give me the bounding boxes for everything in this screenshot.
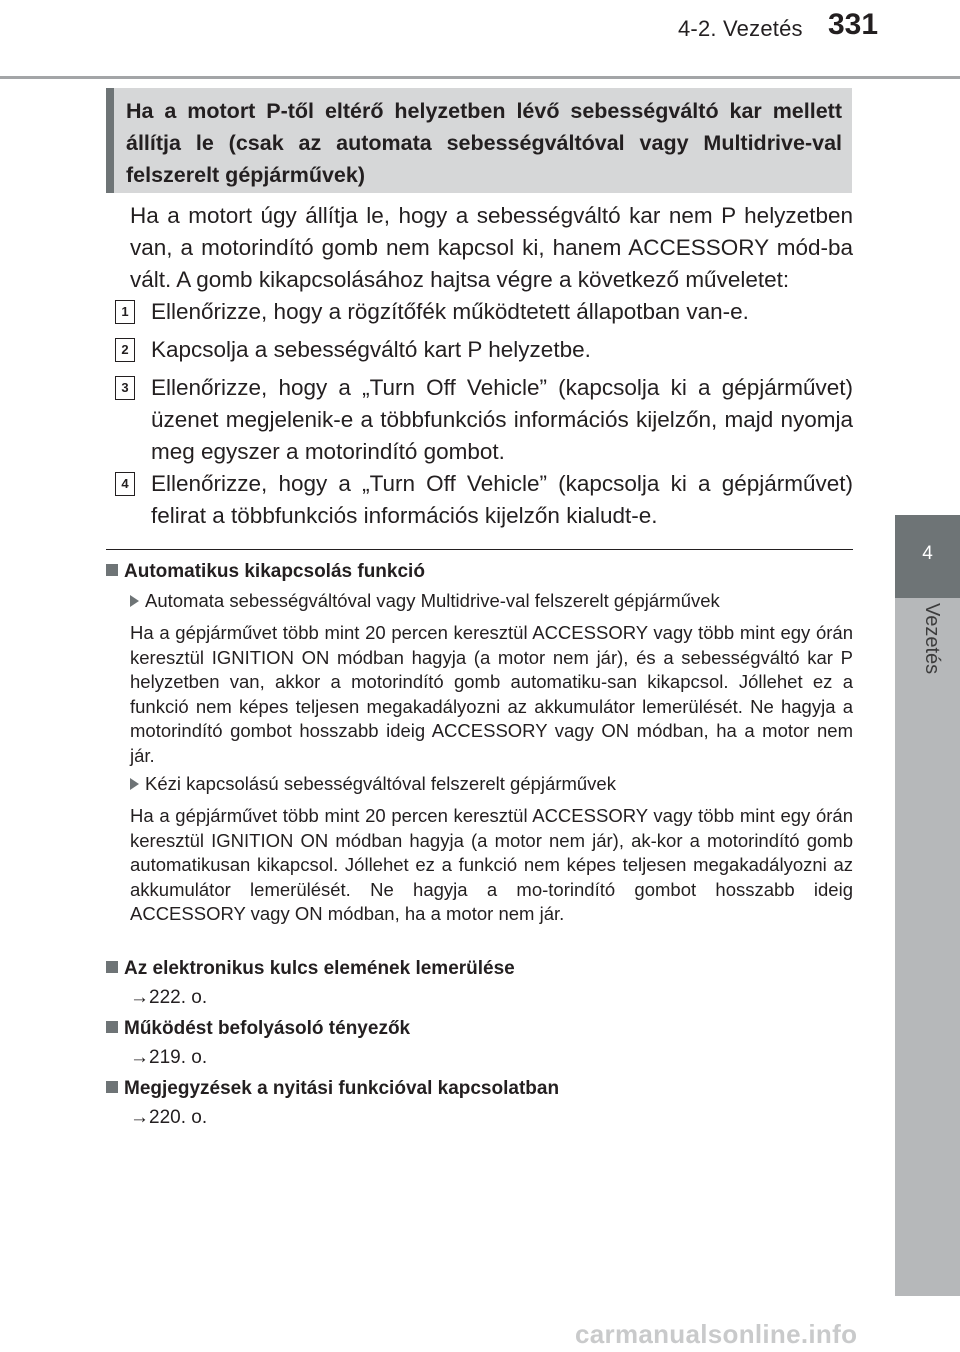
square-bullet-icon bbox=[106, 961, 118, 973]
step-3 bbox=[115, 372, 853, 468]
automatic-label bbox=[130, 590, 720, 612]
step-text: Ellenőrizze, hogy a „Turn Off Vehicle” (kapcsolja ki a gépjárművet) felirat a többfunkciós információs kijelzőn kialudt-e. bbox=[151, 471, 853, 528]
section-title: 4-2. Vezetés bbox=[678, 16, 803, 41]
notice-box: Ha a motort P-től eltérő helyzetben lévő sebességváltó kar mellett állítja le (csak az automata sebességváltóval vagy Multidrive-val felszerelt gépjárművek) bbox=[106, 88, 852, 193]
heading-text: Megjegyzések a nyitási funkcióval kapcsolatban bbox=[124, 1078, 560, 1099]
step-1 bbox=[115, 296, 853, 328]
intro-paragraph: Ha a motort úgy állítja le, hogy a sebességváltó kar nem P helyzetben van, a motorindító gomb nem kapcsol ki, hanem ACCESSORY mód-ba vált. A gomb kikapcsolásához hajtsa végre a következő műveletet: bbox=[130, 203, 853, 292]
step-2 bbox=[115, 334, 853, 366]
step-number: 1 bbox=[115, 300, 135, 324]
triangle-bullet-icon bbox=[130, 778, 139, 790]
step-4 bbox=[115, 468, 853, 532]
label-text: Automata sebességváltóval vagy Multidrive-val felszerelt gépjárművek bbox=[145, 590, 720, 611]
key-battery-heading bbox=[106, 958, 515, 980]
chapter-tab bbox=[895, 515, 960, 598]
key-battery-ref[interactable]: →222. o. bbox=[130, 987, 208, 1008]
manual-paragraph: Ha a gépjárművet több mint 20 percen keresztül ACCESSORY vagy több mint egy órán keresztül IGNITION ON módban hagyja (a motor nem jár), ak-kor a motorindító gomb automatikusan kikapcsol. Jóllehet ez a funkció nem képes teljesen megakadályozni az akkumulátor lemerülését. Ne hagyja a mo-torindító gombot hosszabb ideig ACCESSORY vagy ON módban, ha a motor nem jár. bbox=[130, 805, 853, 924]
square-bullet-icon bbox=[106, 1021, 118, 1033]
header-divider bbox=[0, 76, 960, 79]
square-bullet-icon bbox=[106, 564, 118, 576]
step-number: 2 bbox=[115, 338, 135, 362]
step-number: 4 bbox=[115, 472, 135, 496]
label-text: Kézi kapcsolású sebességváltóval felszerelt gépjárművek bbox=[145, 773, 616, 794]
chapter-label: Vezetés bbox=[921, 603, 943, 675]
heading-text: Az elektronikus kulcs elemének lemerülése bbox=[124, 958, 515, 979]
factors-ref[interactable]: →219. o. bbox=[130, 1047, 208, 1068]
heading-text: Működést befolyásoló tényezők bbox=[124, 1018, 411, 1039]
step-number: 3 bbox=[115, 376, 135, 400]
auto-off-heading bbox=[106, 561, 425, 583]
factors-heading bbox=[106, 1018, 410, 1040]
manual-label bbox=[130, 773, 616, 795]
square-bullet-icon bbox=[106, 1081, 118, 1093]
chapter-number: 4 bbox=[922, 543, 933, 564]
notes-heading bbox=[106, 1078, 559, 1100]
step-text: Ellenőrizze, hogy a „Turn Off Vehicle” (kapcsolja ki a gépjárművet) üzenet megjelenik-e a többfunkciós információs kijelzőn, majd nyomja meg egyszer a motorindító gombot. bbox=[151, 375, 853, 464]
automatic-paragraph: Ha a gépjárművet több mint 20 percen keresztül ACCESSORY vagy több mint egy órán keresztül IGNITION ON módban hagyja (a motor nem jár), és a sebességváltó kar P helyzetben van, akkor a motorindító gomb automatiku-san kikapcsol. Jóllehet ez a funkció nem képes teljesen megakadályozni az akkumulátor lemerülését. Ne hagyja a motorindító gombot hosszabb ideig ACCESSORY vagy ON módban, ha a motor nem jár. bbox=[130, 622, 853, 766]
page-number: 331 bbox=[828, 8, 879, 41]
triangle-bullet-icon bbox=[130, 595, 139, 607]
heading-text: Automatikus kikapcsolás funkció bbox=[124, 561, 425, 582]
step-text: Kapcsolja a sebességváltó kart P helyzetbe. bbox=[151, 337, 591, 362]
watermark: carmanualsonline.info bbox=[575, 1319, 858, 1349]
section-divider bbox=[106, 549, 853, 550]
step-text: Ellenőrizze, hogy a rögzítőfék működtetett állapotban van-e. bbox=[151, 299, 749, 324]
notes-ref[interactable]: →220. o. bbox=[130, 1107, 208, 1128]
